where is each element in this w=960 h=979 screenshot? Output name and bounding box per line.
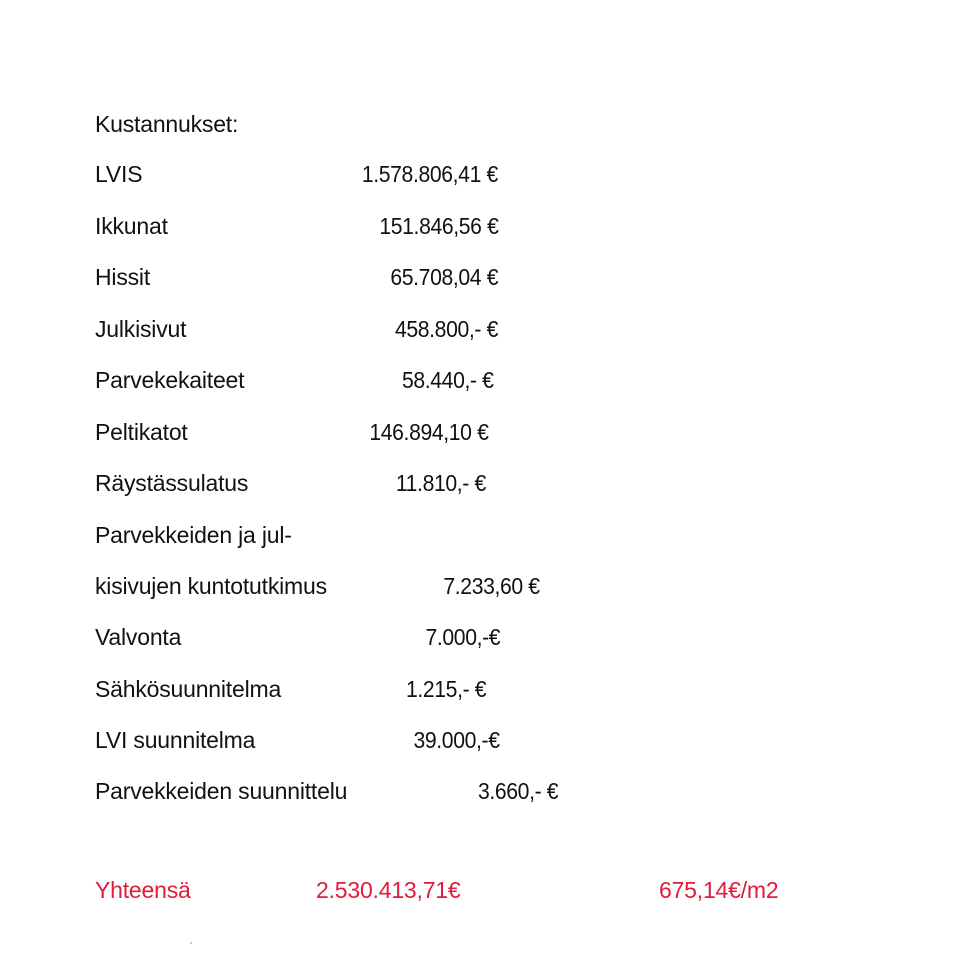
cost-amount-parvekekaiteet: 58.440,- € xyxy=(402,367,494,393)
cost-label-raystassulatus: Räystässulatus xyxy=(95,470,249,496)
cost-amount-kuntotutkimus: 7.233,60 € xyxy=(443,573,540,599)
cost-label-julkisivut: Julkisivut xyxy=(95,316,187,342)
cost-label-peltikatot: Peltikatot xyxy=(95,419,188,445)
cost-amount-peltikatot: 146.894,10 € xyxy=(368,419,488,445)
cost-amount-lvi-suunnitelma: 39.000,-€ xyxy=(413,727,500,753)
total-amount: 2.530.413,71€ xyxy=(316,877,461,903)
cost-amount-parvekkeiden-suunnittelu: 3.660,- € xyxy=(477,778,558,804)
cost-label-lvi-suunnitelma: LVI suunnitelma xyxy=(95,727,256,753)
cost-label-kuntotutkimus-line1: Parvekkeiden ja jul- xyxy=(95,522,292,548)
cost-amount-lvis: 1.578.806,41 € xyxy=(361,161,498,187)
cost-label-hissit: Hissit xyxy=(95,264,151,290)
cost-amount-hissit: 65.708,04 € xyxy=(390,264,498,290)
cost-amount-julkisivut: 458.800,- € xyxy=(394,316,498,342)
total-label: Yhteensä xyxy=(95,877,191,903)
cost-label-lvis: LVIS xyxy=(95,161,143,187)
cost-label-parvekkeiden-suunnittelu: Parvekkeiden suunnittelu xyxy=(95,778,348,804)
cost-label-kuntotutkimus-line2: kisivujen kuntotutkimus xyxy=(95,573,327,599)
cost-label-sahkosuunnitelma: Sähkösuunnitelma xyxy=(95,676,282,702)
cost-amount-valvonta: 7.000,-€ xyxy=(425,624,500,650)
cost-amount-ikkunat: 151.846,56 € xyxy=(378,213,498,239)
heading: Kustannukset: xyxy=(95,111,239,137)
cost-label-valvonta: Valvonta xyxy=(95,624,182,650)
cost-label-ikkunat: Ikkunat xyxy=(95,213,168,239)
cost-label-parvekekaiteet: Parvekekaiteet xyxy=(95,367,245,393)
cost-amount-raystassulatus: 11.810,- € xyxy=(395,470,486,496)
scan-speck xyxy=(190,942,192,944)
cost-amount-sahkosuunnitelma: 1.215,- € xyxy=(405,676,486,702)
total-per-m2: 675,14€/m2 xyxy=(659,877,779,903)
